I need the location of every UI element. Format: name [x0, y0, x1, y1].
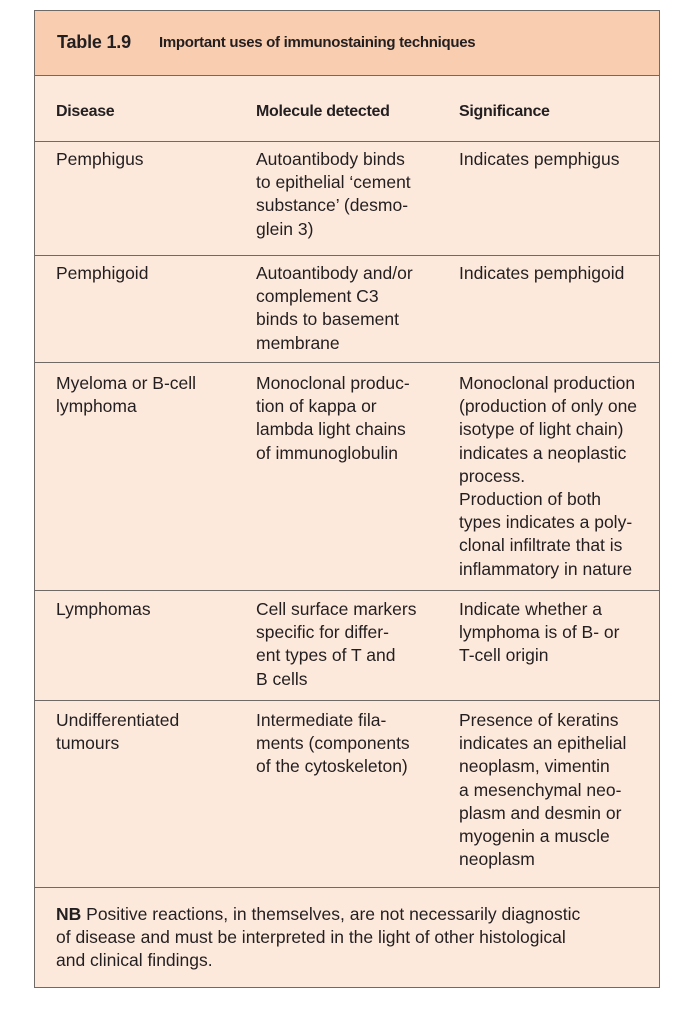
cell-molecule: Intermediate fila- ments (components of the cytoskeleton) [256, 710, 410, 777]
table-row [35, 256, 659, 363]
table-row [35, 591, 659, 701]
header-disease: Disease [56, 103, 115, 120]
cell-significance: Indicates pemphigoid [459, 263, 625, 283]
table-row [35, 701, 659, 888]
cell-disease: Pemphigoid [56, 263, 149, 283]
cell-molecule: Autoantibody binds to epithelial ‘cement substance’ (desmo- glein 3) [256, 149, 411, 239]
cell-significance: Presence of keratins indicates an epithelial neoplasm, vimentin a mesenchymal neo- plasm and desmin or myogenin a muscle neoplasm [459, 710, 627, 870]
table-title: Important uses of immunostaining techniques [159, 34, 476, 51]
cell-significance: Monoclonal production (production of only one isotype of light chain) indicates a neoplastic process. Production of both types indicates a poly- clonal infiltrate that is inflammatory in nature [459, 373, 638, 579]
footnote-text: Positive reactions, in themselves, are not necessarily diagnostic of disease and must be interpreted in the light of other histological and clinical findings. [56, 904, 581, 970]
cell-significance: Indicates pemphigus [459, 149, 620, 169]
footnote-label: NB [56, 904, 82, 924]
cell-disease: Lymphomas [56, 599, 151, 619]
cell-significance: Indicate whether a lymphoma is of B- or T-cell origin [459, 599, 620, 666]
immunostaining-table [34, 10, 660, 988]
cell-molecule: Monoclonal produc- tion of kappa or lambda light chains of immunoglobulin [256, 373, 410, 463]
cell-molecule: Autoantibody and/or complement C3 binds to basement membrane [256, 263, 413, 353]
cell-disease: Undifferentiated tumours [56, 710, 180, 754]
table-footnote [56, 903, 636, 972]
table-row [35, 363, 659, 591]
header-significance: Significance [459, 103, 550, 120]
table-header-row [35, 76, 659, 142]
cell-disease: Myeloma or B-cell lymphoma [56, 373, 197, 417]
table-title-bar [35, 11, 659, 76]
cell-molecule: Cell surface markers specific for differ- ent types of T and B cells [256, 599, 417, 689]
header-molecule-detected: Molecule detected [256, 103, 390, 120]
table-row [35, 142, 659, 256]
cell-disease: Pemphigus [56, 149, 144, 169]
table-number: Table 1.9 [57, 32, 131, 52]
